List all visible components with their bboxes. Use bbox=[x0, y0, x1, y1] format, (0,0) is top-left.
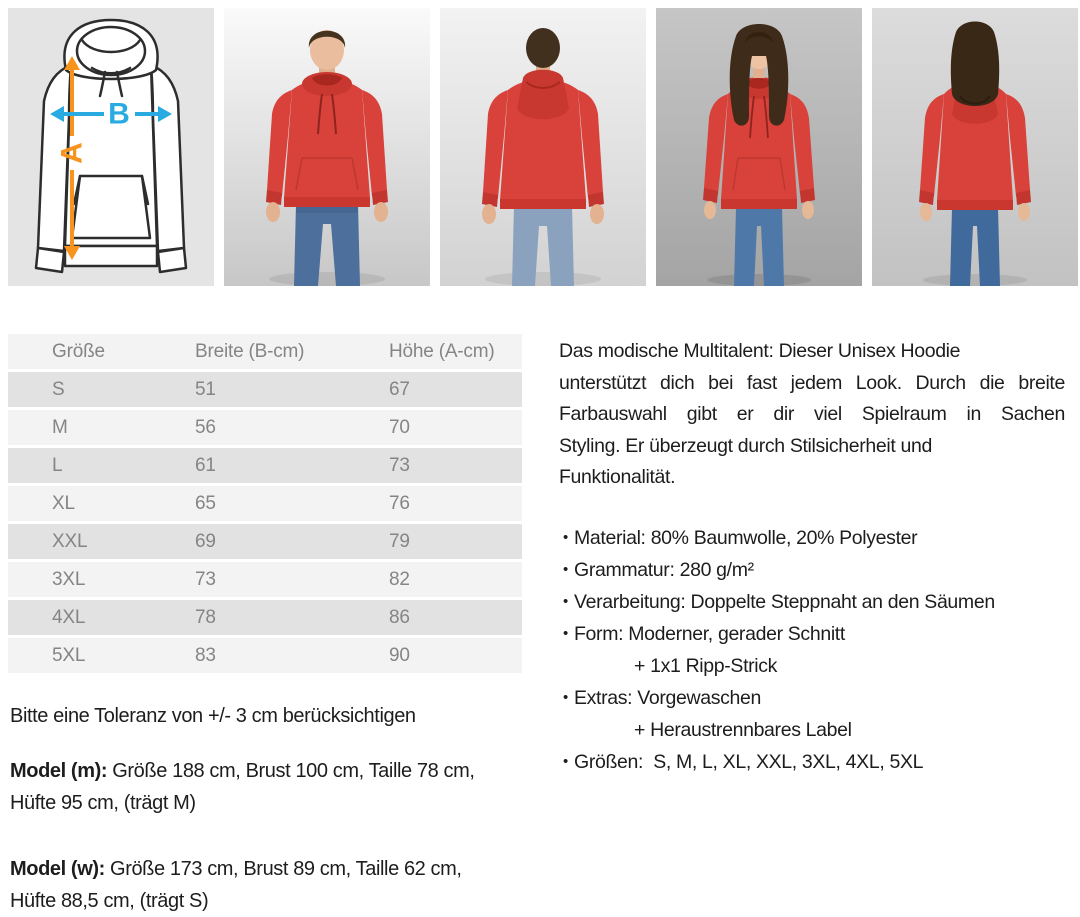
table-row-cell: 90 bbox=[389, 645, 410, 666]
hoodie-measure-diagram bbox=[8, 8, 214, 286]
feature-item-text: Extras: Vorgewaschen bbox=[574, 686, 762, 709]
table-row bbox=[8, 448, 522, 483]
feature-item bbox=[559, 554, 1065, 586]
feature-item-text: Material: 80% Baumwolle, 20% Polyester bbox=[574, 526, 918, 549]
table-row-cell: 82 bbox=[389, 569, 410, 590]
description-line: Farbauswahl gibt er dir viel Spielraum in Sachen bbox=[559, 403, 1065, 425]
photo-male-front bbox=[224, 8, 430, 286]
photo-male-back bbox=[440, 8, 646, 286]
feature-item bbox=[559, 522, 1065, 554]
table-row-cell: 79 bbox=[389, 531, 410, 552]
feature-item-text: Verarbeitung: Doppelte Steppnaht an den Säumen bbox=[574, 590, 995, 613]
model-m-info bbox=[10, 755, 540, 819]
description-line: unterstützt dich bei fast jedem Look. Durch die breite bbox=[559, 371, 1065, 394]
table-row-cell: 4XL bbox=[52, 607, 86, 628]
description-paragraph bbox=[559, 336, 1065, 494]
feature-item-subline: + 1x1 Ripp-Strick bbox=[634, 654, 778, 677]
table-row bbox=[8, 562, 522, 597]
feature-item bbox=[559, 682, 1065, 714]
feature-item-text: Grammatur: 280 g/m² bbox=[574, 558, 754, 581]
feature-item-text: Form: Moderner, gerader Schnitt bbox=[574, 622, 845, 645]
feature-item bbox=[559, 746, 1065, 778]
feature-item-subline: + Heraustrennbares Label bbox=[634, 718, 852, 741]
product-description bbox=[559, 336, 1065, 778]
table-header-row-cell: Größe bbox=[52, 341, 105, 362]
description-line: Funktionalität. bbox=[559, 466, 676, 488]
feature-item bbox=[559, 618, 1065, 650]
product-gallery bbox=[8, 8, 1078, 286]
bullet-icon: • bbox=[563, 624, 568, 642]
female-back-photo bbox=[872, 8, 1078, 286]
table-row-cell: 73 bbox=[389, 455, 410, 476]
table-row bbox=[8, 524, 522, 559]
table-row-cell: XXL bbox=[52, 531, 88, 552]
height-label: A bbox=[55, 142, 89, 164]
bullet-icon: • bbox=[563, 560, 568, 578]
table-row-cell: 78 bbox=[195, 607, 216, 628]
table-row-cell: 65 bbox=[195, 493, 216, 514]
bullet-icon: • bbox=[563, 752, 568, 770]
table-row-cell: 51 bbox=[195, 379, 216, 400]
table-row-cell: 69 bbox=[195, 531, 216, 552]
table-row-cell: 73 bbox=[195, 569, 216, 590]
size-diagram-image bbox=[8, 8, 214, 286]
table-row bbox=[8, 486, 522, 521]
description-line: Styling. Er überzeugt durch Stilsicherheit und bbox=[559, 434, 933, 457]
model-m-measurements: Größe 188 cm, Brust 100 cm, Taille 78 cm, bbox=[107, 760, 475, 782]
description-line: Das modische Multitalent: Dieser Unisex Hoodie bbox=[559, 340, 961, 362]
table-row bbox=[8, 372, 522, 407]
bullet-icon: • bbox=[563, 528, 568, 546]
table-row-cell: 3XL bbox=[52, 569, 86, 590]
bullet-icon: • bbox=[563, 592, 568, 610]
table-row-cell: 76 bbox=[389, 493, 410, 514]
table-row bbox=[8, 600, 522, 635]
table-row-cell: 56 bbox=[195, 417, 216, 438]
table-header-row bbox=[8, 334, 522, 369]
male-back-photo bbox=[440, 8, 646, 286]
table-row-cell: L bbox=[52, 455, 63, 476]
table-row-cell: 61 bbox=[195, 455, 216, 476]
model-w-measurements-line2: Hüfte 88,5 cm, (trägt S) bbox=[10, 890, 209, 912]
table-row-cell: XL bbox=[52, 493, 75, 514]
model-m-measurements-line2: Hüfte 95 cm, (trägt M) bbox=[10, 792, 196, 814]
model-m-label: Model (m): bbox=[10, 760, 108, 782]
tolerance-note: Bitte eine Toleranz von +/- 3 cm berücksichtigen bbox=[10, 705, 416, 727]
model-w-info bbox=[10, 853, 540, 917]
feature-item bbox=[559, 586, 1065, 618]
model-w-measurements: Größe 173 cm, Brust 89 cm, Taille 62 cm, bbox=[104, 858, 462, 880]
size-table bbox=[8, 334, 522, 676]
model-w-label: Model (w): bbox=[10, 858, 105, 880]
bullet-icon: • bbox=[563, 688, 568, 706]
female-front-photo bbox=[656, 8, 862, 286]
table-header-row-cell: Breite (B-cm) bbox=[195, 341, 305, 362]
feature-item-text: Größen: S, M, L, XL, XXL, 3XL, 4XL, 5XL bbox=[574, 750, 924, 773]
width-label: B bbox=[108, 97, 130, 131]
table-header-row-cell: Höhe (A-cm) bbox=[389, 341, 495, 362]
photo-female-back bbox=[872, 8, 1078, 286]
table-row-cell: 70 bbox=[389, 417, 410, 438]
table-row-cell: M bbox=[52, 417, 68, 438]
table-row-cell: 86 bbox=[389, 607, 410, 628]
photo-female-front bbox=[656, 8, 862, 286]
table-row bbox=[8, 410, 522, 445]
table-row-cell: 5XL bbox=[52, 645, 86, 666]
table-row bbox=[8, 638, 522, 673]
male-front-photo bbox=[224, 8, 430, 286]
table-row-cell: S bbox=[52, 379, 65, 400]
table-row-cell: 83 bbox=[195, 645, 216, 666]
feature-list bbox=[559, 522, 1065, 778]
table-row-cell: 67 bbox=[389, 379, 410, 400]
